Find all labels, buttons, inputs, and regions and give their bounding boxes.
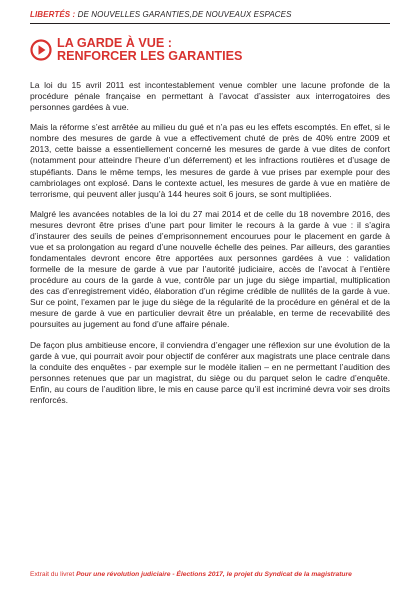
header-rule xyxy=(30,23,390,24)
paragraph-4: De façon plus ambitieuse encore, il conviendra d’engager une réflexion sur une évolution de la garde à vue, qui pourrait avoir pour objectif de conférer aux magistrats une place centrale dans la conduite des enquêtes - par exemple sur le modèle italien – en ne permettant l’audition des personnes retenues que par un magistrat, du siège ou du parquet selon le cadre d’enquête. Enfin, au cours de l’audition libre, le mis en cause parce qu’il est incriminé devra voir ses droits renforcés. xyxy=(30,339,390,405)
paragraph-2: Mais la réforme s’est arrêtée au milieu du gué et n’a pas eu les effets escomptés. En effet, si le nombre des mesures de garde à vue a effectivement chuté de près de 40% entre 2009 et 2013, cette baisse a essentiellement concerné les mesures de garde à vue dites de confort (notamment pour atteindre l’heure d’un déferrement) et les infractions routières et d’usage de stupéfiants. Dans le même temps, les mesures de garde à vue prises par exemple pour des cambriolages ont explosé. Dans le contexte actuel, les mesures de garde à vue en matière de terrorisme, qui peuvent aller jusqu’à 144 heures soit 6 jours, se sont multipliées. xyxy=(30,122,390,199)
article-body xyxy=(30,80,390,415)
footer-booklet-title: Pour une révolution judiciaire - Élections 2017 xyxy=(76,571,223,578)
paragraph-1: La loi du 15 avril 2011 est incontestablement venue combler une lacune profonde de la procédure pénale française en permettant à l’avocat d’assister aux interrogatoires des personnes gardées à vue. xyxy=(30,80,390,113)
section-label: LIBERTÉS xyxy=(30,10,71,19)
article-title xyxy=(57,37,242,63)
section-separator: : xyxy=(70,10,78,19)
footer-suffix: , le projet du Syndicat de la magistrature xyxy=(222,571,352,578)
section-subtitle: DE NOUVELLES GARANTIES,DE NOUVEAUX ESPACES xyxy=(77,10,292,19)
footer-prefix: Extrait du livret xyxy=(30,571,77,578)
article-title-line-2: RENFORCER LES GARANTIES xyxy=(57,49,243,63)
paragraph-3: Malgré les avancées notables de la loi du 27 mai 2014 et de celle du 18 novembre 2016, des mesures devront être prises d’une part pour limiter le recours à la garde à vue : il s’agira d’instaurer des seuils de peines d’emprisonnement encourues pour le placement en garde à vue et sa prolongation au regard d’une nouvelle échelle des peines. Par ailleurs, des garanties fondamentales devront encore être apportées aux personnes gardées à vue : validation formelle de la mesure de garde à vue par l’autorité judiciaire, accès de l’avocat à l’entière procédure au cours de la garde à vue, contrôle par un juge du siège impartial, multiplication des cas d’enregistrement vidéo, élaboration d’un régime crédible de nullités de la garde à vue. Sur ce point, l’examen par le juge du siège de la régularité de la procédure en général et de la mesure de garde à vue en particulier devrait être un préalable, en terme de recevabilité des poursuites au jugement au fond d’une affaire pénale. xyxy=(30,208,390,330)
source-footer xyxy=(30,571,390,578)
circle-arrow-icon xyxy=(30,39,52,61)
running-header xyxy=(30,10,292,19)
article-title-line-1: LA GARDE À VUE : xyxy=(57,36,172,50)
